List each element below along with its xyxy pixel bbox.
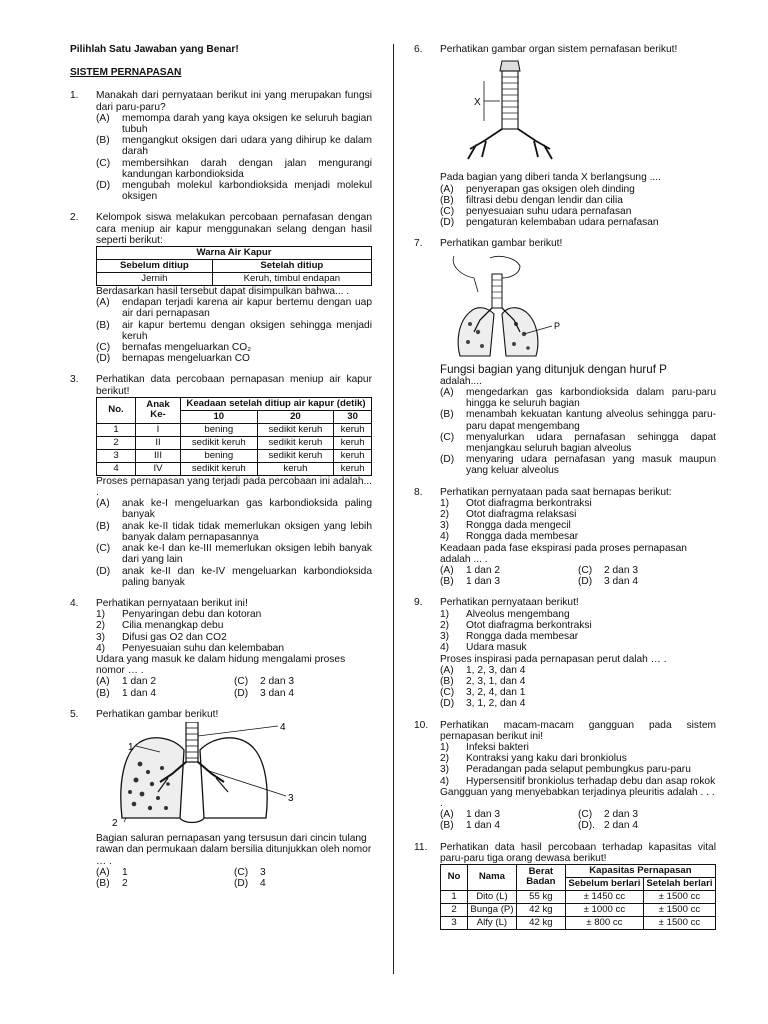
col-no: No bbox=[441, 864, 468, 890]
statement-item bbox=[96, 632, 372, 643]
option-label: (C) bbox=[234, 676, 249, 688]
option-label: (B) bbox=[440, 194, 454, 206]
col-nama: Nama bbox=[468, 864, 517, 890]
option-text: 2 dan 3 bbox=[260, 676, 294, 688]
col-t30: 30 bbox=[334, 410, 372, 423]
cell-anak: I bbox=[136, 423, 181, 436]
cell-t30: keruh bbox=[334, 436, 372, 449]
question-1 bbox=[70, 90, 372, 202]
cell-nama: Bunga (P) bbox=[468, 903, 517, 916]
col-after: Setelah berlari bbox=[643, 877, 715, 890]
statement-item bbox=[440, 609, 716, 620]
question-11 bbox=[414, 842, 716, 930]
respiratory-figure bbox=[440, 252, 716, 361]
options-grid bbox=[440, 565, 716, 587]
option-b[interactable] bbox=[440, 409, 716, 431]
option-text: 2 dan 3 bbox=[604, 565, 638, 577]
option-label: (C) bbox=[96, 543, 111, 555]
section-title: SISTEM PERNAPASAN bbox=[70, 67, 182, 79]
statement-text: Otot diafragma relaksasi bbox=[466, 509, 577, 521]
option-label: (D) bbox=[578, 576, 593, 588]
option-c[interactable] bbox=[440, 687, 716, 698]
option-text: 1 dan 2 bbox=[122, 676, 156, 688]
option-text: mengubah molekul karbondioksida menjadi molekul oksigen bbox=[122, 180, 372, 203]
option-c[interactable] bbox=[234, 867, 372, 878]
question-after: Udara yang masuk ke dalam hidung mengalami proses nomor … . bbox=[96, 653, 346, 677]
statement-item bbox=[440, 764, 716, 775]
col-kapasitas: Kapasitas Pernapasan bbox=[565, 864, 715, 877]
statement-item bbox=[440, 509, 716, 520]
option-text: memompa darah yang kaya oksigen ke seluruh bagian tubuh bbox=[122, 112, 372, 136]
fig-label-1: 1 bbox=[128, 741, 134, 753]
option-label: (B) bbox=[96, 520, 110, 532]
table-row bbox=[97, 423, 372, 436]
option-label: (D) bbox=[440, 217, 455, 229]
question-10 bbox=[414, 720, 716, 832]
statement-item bbox=[440, 753, 716, 764]
question-after: Proses inspirasi pada pernapasan perut dalah … . bbox=[440, 653, 667, 665]
statement-number: 2) bbox=[96, 620, 106, 632]
option-label: (C) bbox=[440, 206, 455, 218]
option-text: 1 dan 4 bbox=[466, 820, 500, 832]
option-c[interactable] bbox=[578, 809, 716, 820]
cell-t20: sedikit keruh bbox=[257, 436, 334, 449]
option-text: penyerapan gas oksigen oleh dinding bbox=[466, 183, 635, 195]
cell-before: ± 1450 cc bbox=[565, 890, 643, 903]
option-text: bernapas mengeluarkan CO bbox=[122, 353, 250, 365]
question-8 bbox=[414, 487, 716, 588]
left-column bbox=[70, 44, 372, 899]
question-2 bbox=[70, 212, 372, 364]
statement-text: Difusi gas O2 dan CO2 bbox=[122, 631, 227, 643]
lung-capacity-table bbox=[440, 864, 716, 930]
option-text: air kapur bertemu dengan oksigen sehingga menjadi keruh bbox=[122, 319, 372, 342]
option-label: (D). bbox=[578, 820, 595, 832]
option-label: (C) bbox=[440, 687, 455, 699]
statement-text: Peradangan pada selaput pembungkus paru-paru bbox=[466, 764, 691, 776]
cell-t10: bening bbox=[181, 423, 258, 436]
option-b[interactable] bbox=[440, 820, 578, 831]
statement-number: 3) bbox=[96, 631, 106, 643]
option-text: anak ke-II tidak tidak memerlukan oksigen yang lebih banyak dalam pernapasannya bbox=[122, 520, 372, 543]
statement-item bbox=[440, 520, 716, 531]
statement-number: 1) bbox=[440, 497, 450, 509]
option-label: (C) bbox=[96, 157, 111, 169]
question-number: 3. bbox=[70, 374, 79, 386]
question-stem: Kelompok siswa melakukan percobaan pernafasan dengan cara meniup air kapur menggunakan selang dengan hasil seperti berikut: bbox=[96, 212, 372, 246]
statement-item bbox=[440, 531, 716, 542]
option-text: 1 dan 2 bbox=[466, 565, 500, 577]
statement-text: Udara masuk bbox=[466, 642, 527, 654]
col-no: No. bbox=[97, 397, 136, 423]
option-c[interactable] bbox=[440, 432, 716, 454]
column-divider bbox=[393, 44, 394, 974]
option-label: (A) bbox=[440, 387, 454, 399]
option-b[interactable] bbox=[440, 576, 578, 587]
statement-text: Rongga dada membesar bbox=[466, 631, 579, 643]
option-a[interactable] bbox=[440, 387, 716, 409]
cell-no: 1 bbox=[441, 890, 468, 903]
question-9 bbox=[414, 597, 716, 709]
cell-t30: keruh bbox=[334, 423, 372, 436]
statement-item bbox=[440, 742, 716, 753]
option-label: (A) bbox=[440, 664, 454, 676]
question-conclusion: Berdasarkan hasil tersebut dapat disimpulkan bahwa... . bbox=[96, 286, 350, 298]
option-label: (B) bbox=[96, 319, 110, 331]
option-text: 3, 1, 2, dan 4 bbox=[466, 698, 526, 710]
option-text: 3 dan 4 bbox=[604, 576, 638, 588]
cell-t30: keruh bbox=[334, 449, 372, 462]
question-7 bbox=[414, 238, 716, 476]
statement-number: 2) bbox=[440, 509, 450, 521]
question-number: 6. bbox=[414, 44, 423, 55]
trachea-illustration bbox=[440, 57, 640, 167]
statement-number: 1) bbox=[96, 609, 106, 621]
cell-after: ± 1500 cc bbox=[643, 916, 715, 929]
statement-item bbox=[96, 643, 372, 654]
statement-text: Infeksi bakteri bbox=[466, 741, 529, 753]
question-number: 5. bbox=[70, 708, 79, 720]
options-grid bbox=[96, 867, 372, 889]
option-label: (A) bbox=[96, 297, 110, 309]
cell-after: Keruh, timbul endapan bbox=[212, 273, 371, 286]
option-text: anak ke-I mengeluarkan gas karbondioksida paling banyak bbox=[122, 498, 372, 521]
option-label: (B) bbox=[440, 576, 454, 588]
statement-text: Cilia menangkap debu bbox=[122, 620, 224, 632]
cell-after: ± 1500 cc bbox=[643, 903, 715, 916]
question-3 bbox=[70, 374, 372, 587]
statement-number: 1) bbox=[440, 741, 450, 753]
question-stem: Perhatikan macam-macam gangguan pada sistem pernapasan berikut ini! bbox=[440, 719, 716, 742]
option-a[interactable] bbox=[440, 809, 578, 820]
cell-after: ± 1500 cc bbox=[643, 890, 715, 903]
statement-number: 2) bbox=[440, 753, 450, 765]
option-a[interactable] bbox=[96, 867, 234, 878]
option-text: anak ke-I dan ke-III memerlukan oksigen lebih banyak dari yang lain bbox=[122, 543, 372, 566]
col-state: Keadaan setelah ditiup air kapur (detik) bbox=[181, 397, 372, 410]
option-c[interactable] bbox=[96, 158, 372, 180]
option-text: 2 dan 4 bbox=[604, 820, 638, 832]
option-text: 1 dan 3 bbox=[466, 809, 500, 821]
statement-item bbox=[440, 631, 716, 642]
cell-before: Jernih bbox=[97, 273, 213, 286]
question-stem: Manakah dari pernyataan berikut ini yang merupakan fungsi dari paru-paru? bbox=[96, 90, 372, 113]
statement-number: 3) bbox=[440, 631, 450, 643]
option-a[interactable] bbox=[440, 665, 716, 676]
question-number: 9. bbox=[414, 597, 423, 609]
option-label: (A) bbox=[96, 866, 110, 878]
statement-item bbox=[96, 609, 372, 620]
cell-berat: 42 kg bbox=[516, 903, 565, 916]
option-text: mengedarkan gas karbondioksida dalam paru-paru hingga ke seluruh bagian bbox=[466, 387, 716, 410]
option-a[interactable] bbox=[440, 184, 716, 195]
statement-item bbox=[440, 642, 716, 653]
statement-text: Alveolus mengembang bbox=[466, 608, 570, 620]
options-grid bbox=[96, 676, 372, 698]
option-d[interactable] bbox=[234, 878, 372, 889]
option-text: 1 dan 3 bbox=[466, 576, 500, 588]
question-after: Gangguan yang menyebabkan terjadinya pleuritis adalah . . . . bbox=[440, 786, 715, 809]
question-stem: Perhatikan pernyataan berikut! bbox=[440, 597, 579, 609]
cell-anak: II bbox=[136, 436, 181, 449]
statement-number: 3) bbox=[440, 520, 450, 532]
fig-label-3: 3 bbox=[288, 792, 294, 804]
statement-number: 4) bbox=[440, 642, 450, 654]
question-6 bbox=[414, 44, 716, 228]
statement-text: Hypersensitif bronkiolus terhadap debu dan asap rokok bbox=[466, 775, 716, 787]
question-number: 4. bbox=[70, 597, 79, 609]
cell-t20: sedikit keruh bbox=[257, 423, 334, 436]
cell-no: 2 bbox=[97, 436, 136, 449]
statement-item bbox=[96, 620, 372, 631]
statement-item bbox=[440, 620, 716, 631]
question-after: adalah.... bbox=[440, 375, 482, 387]
statement-number: 3) bbox=[440, 764, 450, 776]
option-label: (A) bbox=[96, 676, 110, 688]
cell-no: 1 bbox=[97, 423, 136, 436]
question-stem: Perhatikan pernyataan berikut ini! bbox=[96, 597, 248, 609]
question-number: 1. bbox=[70, 90, 79, 102]
statement-text: Rongga dada membesar bbox=[466, 531, 579, 543]
trachea-figure bbox=[440, 57, 716, 170]
statement-number: 2) bbox=[440, 619, 450, 631]
option-label: (A) bbox=[440, 183, 454, 195]
option-text: 3 dan 4 bbox=[260, 687, 294, 699]
option-text: menyaring udara pernafasan yang masuk maupun yang keluar alveolus bbox=[466, 454, 716, 477]
table-row bbox=[441, 903, 716, 916]
option-d[interactable] bbox=[96, 180, 372, 202]
cell-anak: IV bbox=[136, 462, 181, 475]
statement-text: Penyaringan debu dan kotoran bbox=[122, 609, 262, 621]
option-label: (B) bbox=[440, 820, 454, 832]
option-d[interactable] bbox=[440, 454, 716, 476]
option-d[interactable] bbox=[96, 353, 372, 364]
option-label: (D) bbox=[440, 454, 455, 466]
option-text: membersihkan darah dengan jalan mengurangi kandungan karbondioksida bbox=[122, 157, 372, 180]
option-label: (B) bbox=[440, 409, 454, 421]
option-d[interactable] bbox=[96, 566, 372, 588]
cell-nama: Alfy (L) bbox=[468, 916, 517, 929]
cell-no: 4 bbox=[97, 462, 136, 475]
option-label: (D) bbox=[440, 698, 455, 710]
cell-no: 2 bbox=[441, 903, 468, 916]
option-d[interactable] bbox=[440, 217, 716, 228]
question-after: Proses pernapasan yang terjadi pada percobaan ini adalah... . bbox=[96, 475, 372, 499]
statement-number: 1) bbox=[440, 608, 450, 620]
option-label: (D) bbox=[96, 180, 111, 192]
table-row bbox=[441, 916, 716, 929]
statement-text: Kontraksi yang kaku dari bronkiolus bbox=[466, 753, 627, 765]
lungs-figure bbox=[96, 722, 372, 831]
option-label: (B) bbox=[440, 675, 454, 687]
option-d[interactable] bbox=[234, 688, 372, 699]
question-stem: Perhatikan gambar berikut! bbox=[440, 238, 563, 250]
option-c[interactable] bbox=[96, 342, 372, 353]
option-c[interactable] bbox=[578, 565, 716, 576]
option-b[interactable] bbox=[96, 878, 234, 889]
statement-number: 4) bbox=[440, 531, 450, 543]
lungs-illustration bbox=[96, 722, 372, 828]
option-label: (C) bbox=[234, 866, 249, 878]
option-a[interactable] bbox=[96, 676, 234, 687]
col-anak: Anak Ke- bbox=[136, 397, 181, 423]
table-row bbox=[441, 890, 716, 903]
cell-anak: III bbox=[136, 449, 181, 462]
option-label: (D) bbox=[96, 565, 111, 577]
option-text: 1, 2, 3, dan 4 bbox=[466, 664, 526, 676]
col-t20: 20 bbox=[257, 410, 334, 423]
option-text: 2 bbox=[122, 877, 128, 889]
question-number: 10. bbox=[414, 719, 429, 731]
cell-berat: 55 kg bbox=[516, 890, 565, 903]
fig-label-x: X bbox=[474, 97, 481, 109]
option-text: 2 dan 3 bbox=[604, 809, 638, 821]
option-text: menambah kekuatan kantung alveolus sehingga paru-paru dapat mengembang bbox=[466, 409, 716, 432]
statement-item bbox=[440, 498, 716, 509]
table-row bbox=[97, 436, 372, 449]
option-text: penyesuaian suhu udara pernafasan bbox=[466, 206, 632, 218]
col-berat: Berat Badan bbox=[516, 864, 565, 890]
option-text: mengangkut oksigen dari udara yang dihirup ke dalam darah bbox=[122, 135, 372, 158]
question-stem: Perhatikan data percobaan pernapasan meniup air kapur berikut! bbox=[96, 374, 372, 397]
options-grid bbox=[440, 809, 716, 831]
option-label: (D) bbox=[234, 687, 249, 699]
option-a[interactable] bbox=[96, 113, 372, 135]
option-d[interactable] bbox=[440, 698, 716, 709]
cell-nama: Dito (L) bbox=[468, 890, 517, 903]
option-b[interactable] bbox=[96, 320, 372, 342]
option-label: (C) bbox=[96, 342, 111, 354]
statement-number: 4) bbox=[440, 775, 450, 787]
question-stem: Perhatikan gambar berikut! bbox=[96, 708, 219, 720]
fig-label-p: P bbox=[554, 320, 561, 331]
cell-t30: keruh bbox=[334, 462, 372, 475]
statement-number: 4) bbox=[96, 642, 106, 654]
option-text: menyalurkan udara pernafasan sehingga dapat menjangkau seluruh bagian alveolus bbox=[466, 431, 716, 455]
question-number: 11. bbox=[414, 841, 428, 853]
option-label: (A) bbox=[96, 498, 110, 510]
question-5 bbox=[70, 709, 372, 889]
cell-no: 3 bbox=[441, 916, 468, 929]
option-text: 2, 3, 1, dan 4 bbox=[466, 675, 526, 687]
figure-caption: Fungsi bagian yang ditunjuk dengan huruf P bbox=[440, 362, 667, 376]
option-label: (C) bbox=[440, 431, 455, 443]
col-before: Sebelum berlari bbox=[565, 877, 643, 890]
cell-before: ± 1000 cc bbox=[565, 903, 643, 916]
option-label: (A) bbox=[440, 565, 454, 577]
option-d[interactable] bbox=[578, 576, 716, 587]
table-title: Warna Air Kapur bbox=[97, 247, 372, 260]
option-b[interactable] bbox=[440, 676, 716, 687]
option-a[interactable] bbox=[96, 498, 372, 520]
cell-t10: sedikit keruh bbox=[181, 436, 258, 449]
option-b[interactable] bbox=[96, 135, 372, 157]
right-column bbox=[414, 44, 716, 940]
cell-before: ± 800 cc bbox=[565, 916, 643, 929]
option-b[interactable] bbox=[96, 688, 234, 699]
respiratory-illustration bbox=[440, 252, 640, 358]
option-text: bernafas mengeluarkan CO₂ bbox=[122, 342, 252, 354]
option-label: (A) bbox=[96, 112, 110, 124]
option-label: (B) bbox=[96, 877, 110, 889]
question-after: Keadaan pada fase ekspirasi pada proses pernapasan adalah ... . bbox=[440, 542, 687, 565]
cell-no: 3 bbox=[97, 449, 136, 462]
option-label: (C) bbox=[578, 565, 593, 577]
option-label: (A) bbox=[440, 809, 454, 821]
option-text: pengaturan kelembaban udara pernafasan bbox=[466, 217, 659, 229]
option-c[interactable] bbox=[440, 206, 716, 217]
cell-t20: sedikit keruh bbox=[257, 449, 334, 462]
lime-water-table bbox=[96, 246, 372, 286]
experiment-table bbox=[96, 397, 372, 476]
statement-item bbox=[440, 776, 716, 787]
option-text: 3 bbox=[260, 866, 266, 878]
option-b[interactable] bbox=[440, 195, 716, 206]
statement-text: Otot diafragma berkontraksi bbox=[466, 497, 592, 509]
option-c[interactable] bbox=[234, 676, 372, 687]
option-a[interactable] bbox=[440, 565, 578, 576]
question-4 bbox=[70, 598, 372, 699]
question-after: Bagian saluran pernapasan yang tersusun dari cincin tulang rawan dan permukaan dalam bersilia ditunjukkan oleh nomor … . bbox=[96, 833, 372, 867]
option-c[interactable] bbox=[96, 543, 372, 565]
cell-t10: bening bbox=[181, 449, 258, 462]
statement-text: Penyesuaian suhu dan kelembaban bbox=[122, 642, 284, 654]
question-number: 2. bbox=[70, 212, 79, 224]
fig-label-2: 2 bbox=[112, 817, 118, 828]
option-d[interactable] bbox=[578, 820, 716, 831]
table-row bbox=[97, 449, 372, 462]
statement-text: Otot diafragma berkontraksi bbox=[466, 619, 592, 631]
statement-text: Rongga dada mengecil bbox=[466, 520, 571, 532]
option-b[interactable] bbox=[96, 521, 372, 543]
instruction-header: Pilihlah Satu Jawaban yang Benar! bbox=[70, 44, 239, 55]
question-number: 8. bbox=[414, 486, 423, 498]
option-text: filtrasi debu dengan lendir dan cilia bbox=[466, 194, 623, 206]
col-before: Sebelum ditiup bbox=[97, 260, 213, 273]
question-after: Pada bagian yang diberi tanda X berlangsung .... bbox=[440, 172, 661, 184]
question-stem: Perhatikan data hasil percobaan terhadap kapasitas vital paru-paru tiga orang dewasa berikut! bbox=[440, 841, 716, 864]
option-text: 1 dan 4 bbox=[122, 687, 156, 699]
option-label: (D) bbox=[234, 877, 249, 889]
question-number: 7. bbox=[414, 238, 423, 250]
option-a[interactable] bbox=[96, 297, 372, 319]
cell-berat: 42 kg bbox=[516, 916, 565, 929]
fig-label-4: 4 bbox=[280, 721, 286, 733]
option-label: (C) bbox=[578, 809, 593, 821]
cell-t10: sedikit keruh bbox=[181, 462, 258, 475]
col-t10: 10 bbox=[181, 410, 258, 423]
option-label: (B) bbox=[96, 687, 110, 699]
option-text: anak ke-II dan ke-IV mengeluarkan karbondioksida paling banyak bbox=[122, 565, 372, 588]
table-row bbox=[97, 462, 372, 475]
col-after: Setelah ditiup bbox=[212, 260, 371, 273]
option-text: 1 bbox=[122, 866, 128, 878]
question-stem: Perhatikan pernyataan pada saat bernapas berikut: bbox=[440, 486, 672, 498]
option-text: 4 bbox=[260, 877, 266, 889]
question-stem: Perhatikan gambar organ sistem pernafasan berikut! bbox=[440, 44, 678, 55]
option-text: endapan terjadi karena air kapur bertemu dengan uap air dari pernapasan bbox=[122, 297, 372, 320]
cell-t20: keruh bbox=[257, 462, 334, 475]
option-text: 3, 2, 4, dan 1 bbox=[466, 687, 526, 699]
option-label: (D) bbox=[96, 353, 111, 365]
option-label: (B) bbox=[96, 135, 110, 147]
